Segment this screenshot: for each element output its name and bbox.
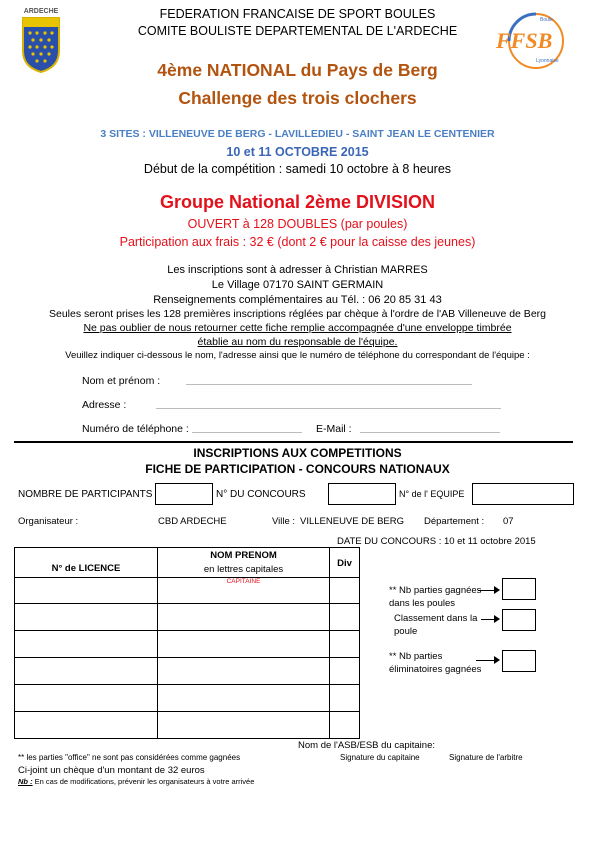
name-label: Nom et prénom : [82,375,161,387]
table-row [15,658,360,685]
nom-cell[interactable] [158,658,330,685]
participants-box[interactable] [155,483,213,505]
table-row [15,685,360,712]
ffsb-logo-text: FFSB [496,28,553,53]
header-nom-line2: en lettres capitales [203,564,284,575]
nom-cell[interactable] [158,712,330,739]
classement-label-line1: Classement dans la [394,613,478,624]
info-line-1: Les inscriptions sont à adresser à Christian MARRES [167,264,428,276]
poules-label [389,584,481,610]
info-line-7: Veuillez indiquer ci-dessous le nom, l'adresse ainsi que le numéro de téléphone du correspondant de l'équipe : [65,350,530,361]
arrow-head-classement-icon [494,615,500,623]
ffsb-logo-bottom: Lyonnaise [536,58,559,64]
elim-label-line1: ** Nb parties [389,651,443,662]
group-fee: Participation aux frais : 32 € (dont 2 € pour la caisse des jeunes) [119,235,476,249]
ardeche-logo-caption: ARDECHE [23,8,59,15]
table-row [15,578,360,604]
info-line-3: Renseignements complémentaires au Tél. : 06 20 85 31 43 [153,294,442,306]
organisateur-value: CBD ARDECHE [158,516,227,527]
classement-label-line2: poule [394,626,418,637]
email-label: E-Mail : [316,423,352,435]
header-div: Div [330,548,360,578]
licence-cell[interactable] [15,712,158,739]
nom-cell[interactable] [158,604,330,631]
info-line-2: Le Village 07170 SAINT GERMAIN [211,279,384,291]
section-title-1: INSCRIPTIONS AUX COMPETITIONS [193,446,402,460]
players-table [14,547,360,739]
licence-cell[interactable] [15,631,158,658]
poules-label-line1: ** Nb parties gagnées [389,585,482,596]
poules-label-line2: dans les poules [389,598,456,609]
event-title: 4ème NATIONAL du Pays de Berg [157,60,438,80]
address-field[interactable] [156,408,501,409]
nom-cell[interactable] [158,685,330,712]
signature-capitaine: Signature du capitaine [340,753,420,762]
concours-box[interactable] [328,483,396,505]
organisateur-label: Organisateur : [18,516,79,527]
arrow-head-poules-icon [494,586,500,594]
sites-line: 3 SITES : VILLENEUVE DE BERG - LAVILLEDIEU - SAINT JEAN LE CENTENIER [100,128,495,140]
div-cell[interactable] [330,685,360,712]
header-nom [158,548,330,578]
classement-box[interactable] [502,609,536,631]
elim-label-line2: éliminatoires gagnées [389,664,482,675]
header-nom-line1: NOM PRENOM [210,550,277,561]
table-row [15,604,360,631]
concours-date: DATE DU CONCOURS : 10 et 11 octobre 2015 [337,536,536,547]
event-dates: 10 et 11 OCTOBRE 2015 [226,145,369,159]
ffsb-logo-top: Boule [540,17,553,23]
info-line-4: Seules seront prises les 128 premières inscriptions réglées par chèque à l'ordre de l'AB Villeneuve de Berg [48,308,546,320]
concours-label: N° DU CONCOURS [216,489,306,500]
email-field[interactable] [360,432,500,433]
div-cell[interactable] [330,578,360,604]
licence-cell[interactable] [15,658,158,685]
ville-label: Ville : [272,516,296,527]
phone-field[interactable] [192,432,302,433]
elim-label [389,650,481,676]
comite-line: COMITE BOULISTE DEPARTEMENTAL DE L'ARDECHE [137,24,458,38]
start-line: Début de la compétition : samedi 10 octobre à 8 heures [143,162,452,176]
nb-note [18,777,254,786]
nb-label: Nb : [18,777,33,786]
table-row [15,712,360,739]
licence-cell[interactable] [15,685,158,712]
asb-label: Nom de l'ASB/ESB du capitaine: [298,740,435,751]
info-line-6: établie au nom du responsable de l'équipe. [197,336,398,348]
header-licence: N° de LICENCE [15,548,158,578]
event-subtitle: Challenge des trois clochers [178,88,417,108]
group-open: OUVERT à 128 DOUBLES (par poules) [187,217,408,231]
section-title-2: FICHE DE PARTICIPATION - CONCOURS NATIONAUX [145,462,450,476]
address-label: Adresse : [82,399,127,411]
div-cell[interactable] [330,712,360,739]
classement-label [394,612,477,638]
participants-label: NOMBRE DE PARTICIPANTS [18,489,153,500]
poules-box[interactable] [502,578,536,600]
licence-cell[interactable] [15,578,158,604]
nb-text: En cas de modifications, prévenir les organisateurs à votre arrivée [32,777,255,786]
office-note: ** les parties "office" ne sont pas considérées comme gagnées [18,753,241,762]
equipe-label: N° de l' EQUIPE [399,489,465,499]
table-row [15,631,360,658]
section-divider [14,441,573,443]
federation-line: FEDERATION FRANCAISE DE SPORT BOULES [159,7,436,21]
arrow-head-elim-icon [494,656,500,664]
div-cell[interactable] [330,604,360,631]
signature-arbitre: Signature de l'arbitre [449,753,523,762]
div-cell[interactable] [330,631,360,658]
group-title: Groupe National 2ème DIVISION [159,192,436,212]
equipe-box[interactable] [472,483,574,505]
elim-box[interactable] [502,650,536,672]
capitaine-label: CAPITAINE [226,578,261,585]
licence-cell[interactable] [15,604,158,631]
info-line-5: Ne pas oublier de nous retourner cette fiche remplie accompagnée d'une enveloppe timbrée [83,322,512,334]
departement-value: 07 [503,516,514,527]
name-field[interactable] [186,384,472,385]
departement-label: Département : [424,516,485,527]
nom-cell[interactable] [158,631,330,658]
div-cell[interactable] [330,658,360,685]
ville-value: VILLENEUVE DE BERG [300,516,405,527]
phone-label: Numéro de téléphone : [82,423,189,435]
nom-cell[interactable] [158,578,330,604]
cheque-note: Ci-joint un chèque d'un montant de 32 euros [18,765,205,776]
